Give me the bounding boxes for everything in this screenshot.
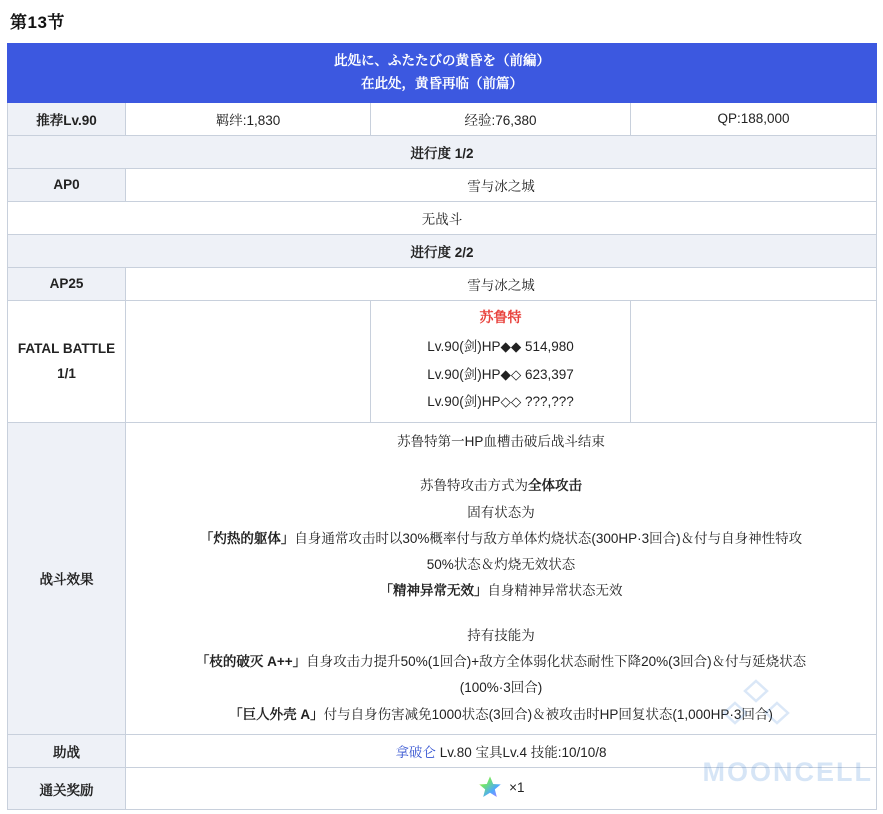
progress-1-ap-row — [8, 168, 877, 201]
effect-line: 「精神异常无效」自身精神异常状态无效 — [379, 583, 623, 599]
effect-line: 固有状态为 — [467, 504, 535, 520]
progress-2-ap-row — [8, 267, 877, 300]
enemy-slot-empty-left — [126, 300, 371, 422]
support-servant-link[interactable]: 拿破仑 — [395, 745, 436, 761]
quest-info-row — [8, 102, 877, 135]
progress-1-row — [8, 135, 877, 168]
support-detail: Lv.80 宝具Lv.4 技能:10/10/8 — [439, 745, 607, 761]
effect-line: 持有技能为 — [467, 627, 535, 643]
fatal-battle-label-line1: FATAL BATTLE — [17, 340, 116, 356]
quest-banner — [8, 44, 877, 103]
fatal-battle-label — [8, 300, 126, 422]
enemy-hp-line: Lv.90(剑)HP◆◆ 514,980 — [427, 338, 574, 354]
effect-gap — [132, 455, 870, 473]
enemy-hp-line: Lv.90(剑)HP◆◇ 623,397 — [427, 366, 574, 382]
effect-line: 「枝的破灭 A++」自身攻击力提升50%(1回合)+敌方全体弱化状态耐性下降20%(3回合)＆付与延烧状态 — [195, 654, 807, 670]
quest-table — [7, 43, 877, 810]
battle-effects-content — [126, 422, 877, 734]
effect-gap — [132, 605, 870, 623]
effect-line: 「巨人外壳 A」付与自身伤害减免1000状态(3回合)＆被攻击时HP回复状态(1,000HP·3回合) — [229, 706, 773, 722]
fatal-battle-row — [8, 300, 877, 422]
effect-line: (100%·3回合) — [459, 680, 543, 696]
reward-content — [126, 768, 877, 810]
no-battle-note: 无战斗 — [8, 201, 877, 234]
page-title: 第13节 — [10, 13, 65, 32]
reward-row — [8, 768, 877, 810]
battle-place-1: 雪与冰之城 — [126, 168, 877, 201]
enemy-name: 苏鲁特 — [479, 308, 522, 325]
progress-1-detail-row — [8, 201, 877, 234]
qp-value: QP:188,000 — [631, 102, 877, 135]
fatal-battle-label-line2: 1/1 — [57, 366, 76, 382]
support-content — [126, 735, 877, 768]
enemy-slot-empty-right — [631, 300, 877, 422]
quest-title-cn: 在此处，黄昏再临（前篇） — [361, 75, 523, 91]
effect-line: 50%状态＆灼烧无效状态 — [426, 557, 576, 573]
progress-2-label: 进行度 2/2 — [8, 234, 877, 267]
support-label: 助战 — [8, 735, 126, 768]
rainbow-star-icon — [477, 774, 503, 803]
battle-effects-row — [8, 422, 877, 734]
enemy-slot-center — [371, 300, 631, 422]
progress-2-row — [8, 234, 877, 267]
support-row — [8, 735, 877, 768]
battle-effects-label: 战斗效果 — [8, 422, 126, 734]
reward-label: 通关奖励 — [8, 768, 126, 810]
effect-line: 苏鲁特攻击方式为全体攻击 — [420, 478, 582, 494]
watermark-text: MOONCELL — [702, 757, 873, 788]
quest-banner-row — [8, 44, 877, 103]
effect-line: 苏鲁特第一HP血槽击破后战斗结束 — [397, 433, 605, 449]
enemy-hp-line: Lv.90(剑)HP◇◇ ???,??? — [427, 394, 574, 410]
battle-place-2: 雪与冰之城 — [126, 267, 877, 300]
ap-cost-1: AP0 — [8, 168, 126, 201]
ap-cost-2: AP25 — [8, 267, 126, 300]
bond-value: 羁绊:1,830 — [126, 102, 371, 135]
quest-title-jp: 此処に、ふたたびの黄昏を（前編） — [334, 53, 550, 68]
recommend-level-label: 推荐Lv.90 — [8, 102, 126, 135]
reward-count: ×1 — [509, 780, 525, 796]
exp-value: 经验:76,380 — [371, 102, 631, 135]
effect-line: 「灼热的躯体」自身通常攻击时以30%概率付与敌方单体灼烧状态(300HP·3回合)＆付与自身神性特攻 — [199, 530, 803, 546]
progress-1-label: 进行度 1/2 — [8, 135, 877, 168]
